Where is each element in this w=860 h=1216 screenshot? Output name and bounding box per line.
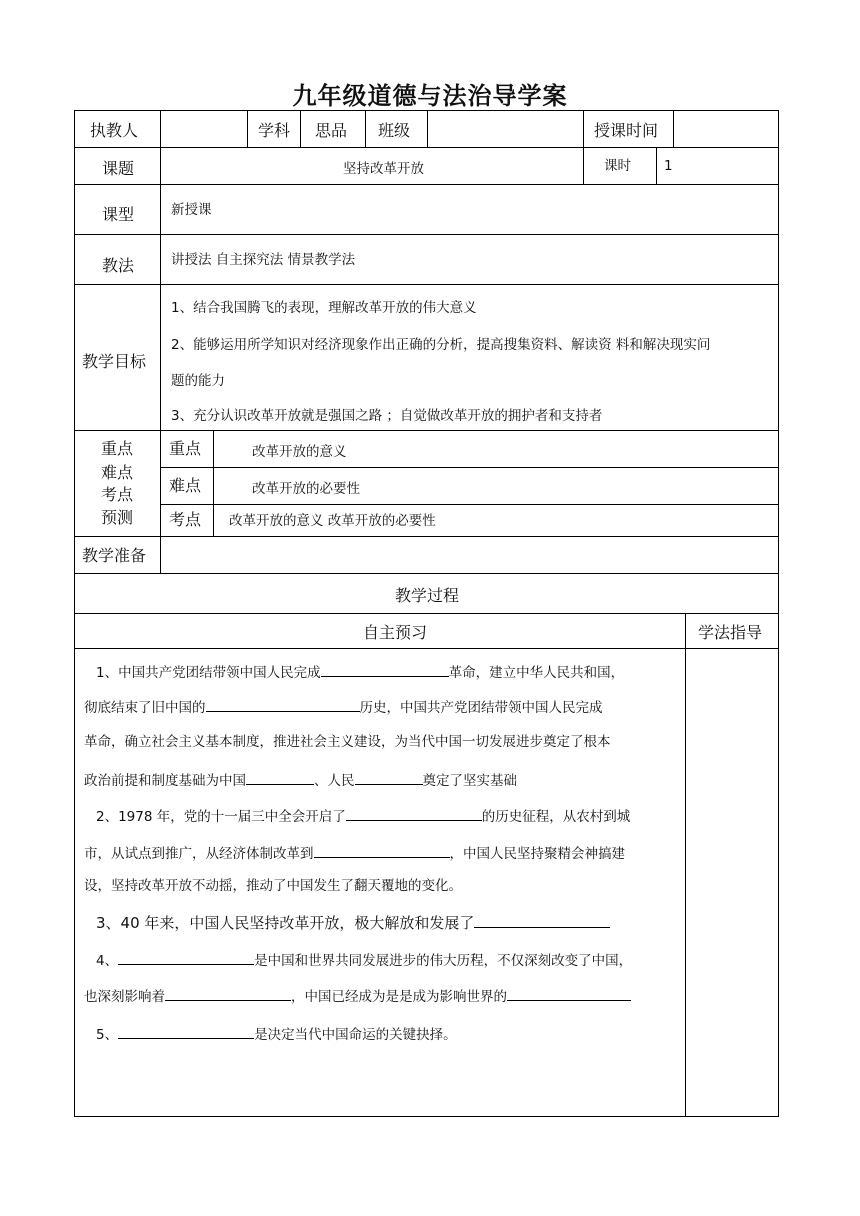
question-4-text-c: 也深刻影响着 [84, 989, 165, 1005]
process-header: 教学过程 [395, 586, 460, 605]
question-1-text-c: 彻底结束了旧中国的 [84, 700, 206, 716]
question-1-line1 [96, 664, 624, 681]
guide-body [685, 648, 779, 1117]
subject-label: 学科 [258, 121, 291, 140]
question-2-text-d: ，中国人民坚持聚精会神搞建 [449, 846, 625, 862]
subject-value: 思品 [315, 121, 348, 140]
question-4-text-b: 是中国和世界共同发展进步的伟大历程，不仅深刻改变了中国， [254, 953, 633, 969]
blank-4c[interactable] [507, 988, 631, 1001]
question-1-text-d: 历史，中国共产党团结带领中国人民完成 [359, 700, 603, 716]
process-header-cell [74, 573, 779, 614]
topic-label-cell [74, 147, 161, 185]
question-1-text-g: 、人民 [314, 773, 355, 789]
class-label: 班级 [378, 121, 411, 140]
question-1-text-f: 政治前提和制度基础为中国 [84, 773, 246, 789]
question-1-text-h: 奠定了坚实基础 [422, 773, 517, 789]
question-1-line4 [84, 772, 517, 789]
question-1-line3 [84, 736, 611, 750]
goal-item-3: 3、充分认识改革开放就是强国之路 ；自觉做改革开放的拥护者和支持者 [171, 408, 603, 424]
goals-label-cell [74, 284, 161, 431]
question-3-text-a: 3、40 年来，中国人民坚持改革开放，极大解放和发展了 [96, 914, 475, 932]
exam-label-cell [160, 504, 214, 537]
blank-1d[interactable] [355, 772, 423, 785]
guide-header-cell [685, 613, 779, 649]
question-1-text-a: 1、中国共产党团结带领中国人民完成 [96, 665, 321, 681]
time-label-cell [583, 110, 674, 148]
blank-3a[interactable] [474, 915, 610, 928]
method-value-cell [160, 234, 779, 285]
method-label: 教法 [102, 256, 135, 275]
subject-value-cell [300, 110, 366, 148]
question-4-line2 [84, 988, 631, 1005]
question-1-text-b: 革命，建立中华人民共和国， [448, 665, 625, 681]
blank-5a[interactable] [118, 1026, 254, 1039]
exam-value: 改革开放的意义 改革开放的必要性 [229, 513, 436, 529]
key-label-cell [160, 430, 214, 468]
difficulty-value-cell [213, 467, 779, 505]
question-5-text-a: 5、 [96, 1027, 119, 1043]
prep-value-cell [160, 536, 779, 574]
question-5-line1 [96, 1026, 457, 1043]
type-value-cell [160, 184, 779, 235]
method-label-cell [74, 234, 161, 285]
hours-value: 1 [664, 158, 673, 174]
keypoints-label-line2: 难点 [101, 463, 134, 482]
teacher-label-cell [74, 110, 161, 148]
self-study-header: 自主预习 [363, 623, 428, 642]
method-value: 讲授法 自主探究法 情景教学法 [171, 252, 356, 268]
goal-item-2: 2、能够运用所学知识对经济现象作出正确的分析，提高搜集资料、解读资 料和解决现实问 [171, 337, 711, 353]
difficulty-label-cell [160, 467, 214, 505]
blank-4b[interactable] [165, 988, 291, 1001]
question-2-line3 [84, 880, 462, 894]
key-value: 改革开放的意义 [252, 444, 347, 460]
hours-value-cell [656, 147, 779, 185]
question-1-text-e: 革命，确立社会主义基本制度，推进社会主义建设，为当代中国一切发展进步奠定了根本 [84, 734, 611, 750]
class-label-cell [365, 110, 428, 148]
goals-value-cell [160, 284, 779, 431]
class-value-cell [427, 110, 584, 148]
key-value-cell [213, 430, 779, 468]
subject-label-cell [247, 110, 301, 148]
type-label-cell [74, 184, 161, 235]
question-2-line1 [96, 808, 630, 825]
prep-label: 教学准备 [82, 546, 147, 565]
question-2-text-b: 的历史征程，从农村到城 [481, 809, 631, 825]
keypoints-label-cell [74, 430, 161, 537]
blank-2b[interactable] [314, 845, 450, 858]
keypoints-label-line3: 考点 [101, 485, 134, 504]
topic-label: 课题 [102, 159, 135, 178]
question-2-text-a: 2、1978 年，党的十一届三中全会开启了 [96, 809, 346, 825]
page-title: 九年级道德与法治导学案 [292, 82, 568, 110]
hours-label-cell [583, 147, 657, 185]
question-4-text-d: ，中国已经成为是是成为影响世界的 [291, 989, 507, 1005]
key-label: 重点 [169, 439, 202, 458]
question-2-line2 [84, 845, 625, 862]
topic-value-cell [160, 147, 584, 185]
type-label: 课型 [102, 205, 135, 224]
question-4-line1 [96, 952, 632, 969]
exam-label: 考点 [169, 510, 202, 529]
goal-item-1: 1、结合我国腾飞的表现，理解改革开放的伟大意义 [171, 300, 477, 316]
difficulty-label: 难点 [169, 476, 202, 495]
blank-2a[interactable] [346, 808, 482, 821]
blank-1c[interactable] [246, 772, 314, 785]
teacher-label: 执教人 [90, 121, 139, 140]
question-4-text-a: 4、 [96, 953, 119, 969]
time-label: 授课时间 [594, 121, 659, 140]
goals-label: 教学目标 [82, 352, 147, 371]
difficulty-value: 改革开放的必要性 [252, 481, 360, 497]
topic-value: 坚持改革开放 [343, 161, 424, 177]
keypoints-label-line1: 重点 [101, 439, 134, 458]
self-study-header-cell [74, 613, 686, 649]
hours-label: 课时 [604, 158, 631, 174]
question-2-text-c: 市，从试点到推广，从经济体制改革到 [84, 846, 314, 862]
question-5-text-b: 是决定当代中国命运的关键抉择。 [254, 1027, 457, 1043]
blank-1a[interactable] [321, 664, 449, 677]
keypoints-label-line4: 预测 [101, 508, 134, 527]
blank-4a[interactable] [118, 952, 254, 965]
question-3-line1 [96, 915, 610, 931]
goal-item-2-cont: 题的能力 [171, 373, 225, 389]
guide-header: 学法指导 [698, 623, 763, 642]
exam-value-cell [213, 504, 779, 537]
teacher-value-cell [160, 110, 248, 148]
time-value-cell [673, 110, 779, 148]
prep-label-cell [74, 536, 161, 574]
type-value: 新授课 [171, 202, 212, 218]
question-2-text-e: 设，坚持改革开放不动摇，推动了中国发生了翻天覆地的变化。 [84, 878, 462, 894]
question-1-line2 [84, 699, 603, 716]
blank-1b[interactable] [206, 699, 360, 712]
